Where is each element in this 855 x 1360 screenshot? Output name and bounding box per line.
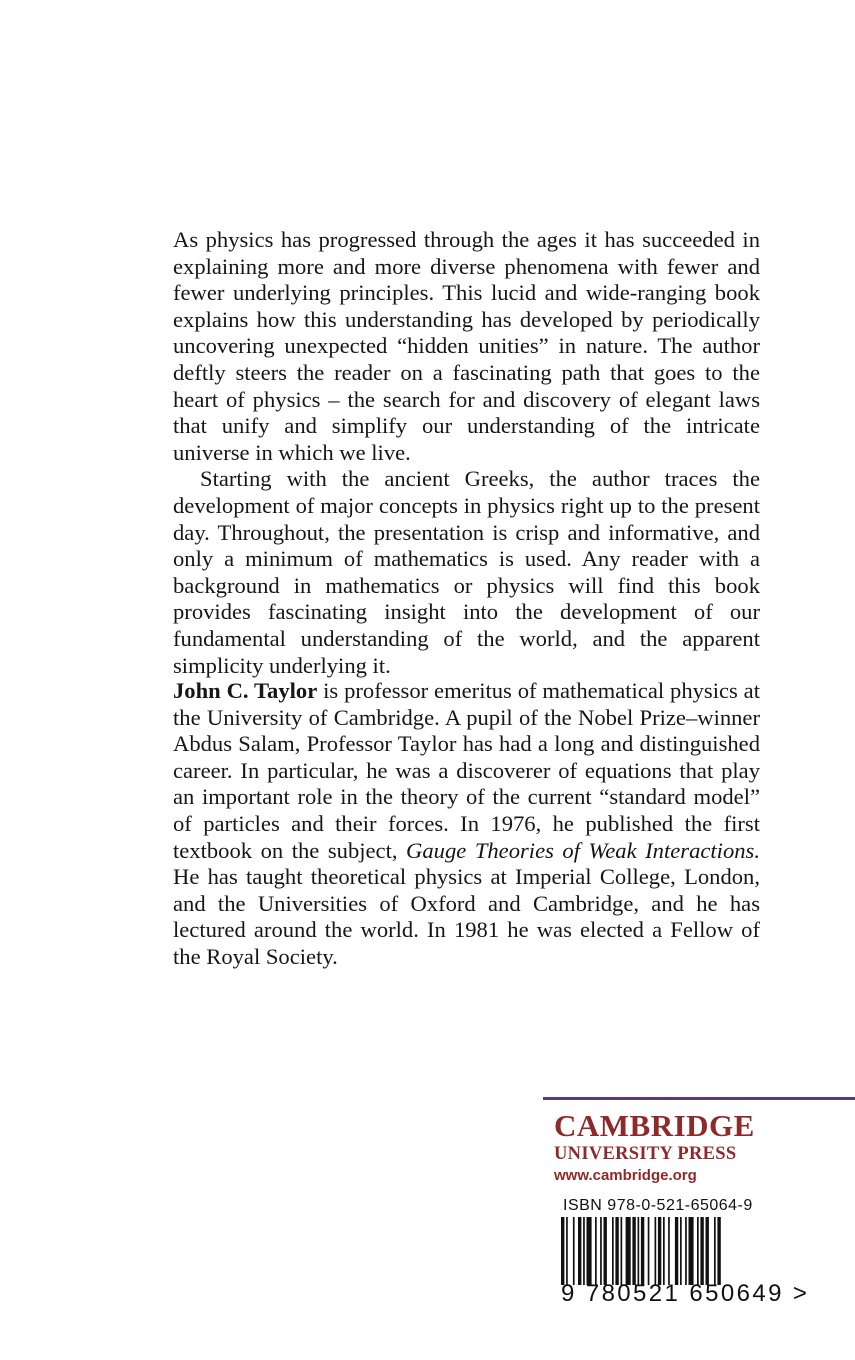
barcode-bar bbox=[604, 1217, 607, 1285]
barcode-bar bbox=[566, 1217, 568, 1285]
barcode-bar bbox=[583, 1217, 585, 1285]
barcode-bar bbox=[626, 1217, 631, 1285]
barcode-bar bbox=[578, 1217, 581, 1285]
barcode-bar bbox=[612, 1217, 614, 1285]
author-bio-paragraph bbox=[173, 678, 760, 971]
barcode-bar bbox=[595, 1217, 597, 1285]
publisher-name: CAMBRIDGE bbox=[554, 1108, 755, 1143]
publisher-url: www.cambridge.org bbox=[554, 1167, 697, 1184]
description-paragraph-1: As physics has progressed through the ages it has succeeded in explaining more and more diverse phenomena with fewer and fewer underlying principles. This lucid and wide-ranging book explains how this understanding has developed by periodically uncovering unexpected “hidden unities” in nature. The author deftly steers the reader on a fascinating path that goes to the heart of physics – the search for and discovery of elegant laws that unify and simplify our understanding of the intricate universe in which we live. bbox=[173, 227, 760, 465]
description-paragraph-2: Starting with the ancient Greeks, the author traces the development of major concepts in physics right up to the present day. Throughout, the presentation is crisp and informative, and only a minimum of mathematics is used. Any reader with a background in mathematics or physics will find this book provides fascinating insight into the development of our fundamental understanding of the world, and the apparent simplicity underlying it. bbox=[173, 466, 760, 678]
barcode-bar bbox=[689, 1217, 694, 1285]
barcode-bar bbox=[685, 1217, 687, 1285]
author-bio-text-2: He has taught theoretical physics at Imperial College, London, and the Universities of Oxford and Cambridge, and he has lectured around the world. In 1981 he was elected a Fellow of the Royal Society. bbox=[173, 864, 760, 969]
barcode-bar bbox=[638, 1217, 640, 1285]
barcode-bar bbox=[714, 1217, 716, 1285]
barcode-bar bbox=[668, 1217, 670, 1285]
barcode-bar bbox=[717, 1217, 720, 1285]
barcode-bar bbox=[680, 1217, 682, 1285]
barcode-bar bbox=[706, 1217, 709, 1285]
author-bio-text-1: is professor emeritus of mathematical physics at the University of Cambridge. A pupil of the Nobel Prize–winner Abdus Salam, Professor Taylor has had a long and distinguished career. In particular, he was a discoverer of equations that play an important role in the theory of the current “standard model” of particles and their forces. In 1976, he published the first textbook on the subject, bbox=[173, 678, 760, 863]
publisher-rule bbox=[543, 1097, 855, 1100]
barcode-bar bbox=[632, 1217, 635, 1285]
barcode-bar bbox=[675, 1217, 678, 1285]
barcode-digits: 9 780521 650649 > bbox=[561, 1280, 810, 1307]
author-name: John C. Taylor bbox=[173, 678, 318, 703]
barcode-bar bbox=[641, 1217, 644, 1285]
publisher-logo bbox=[554, 1110, 854, 1185]
book-title: Gauge Theories of Weak Interactions. bbox=[406, 837, 760, 863]
barcode-bar bbox=[573, 1217, 575, 1285]
isbn-label: ISBN 978-0-521-65064-9 bbox=[563, 1197, 753, 1214]
barcode-bar bbox=[587, 1217, 592, 1285]
barcode-bar bbox=[561, 1217, 564, 1285]
barcode-bar bbox=[663, 1217, 665, 1285]
author-bio bbox=[173, 678, 760, 971]
publisher-subtitle: UNIVERSITY PRESS bbox=[554, 1144, 737, 1164]
barcode-bar bbox=[697, 1217, 699, 1285]
barcode bbox=[561, 1217, 761, 1285]
barcode-bar bbox=[615, 1217, 618, 1285]
barcode-bar bbox=[700, 1217, 703, 1285]
barcode-bar bbox=[655, 1217, 657, 1285]
book-description bbox=[173, 227, 760, 679]
barcode-bar bbox=[658, 1217, 661, 1285]
barcode-bar bbox=[621, 1217, 623, 1285]
barcode-bar bbox=[600, 1217, 602, 1285]
barcode-bar bbox=[648, 1217, 650, 1285]
